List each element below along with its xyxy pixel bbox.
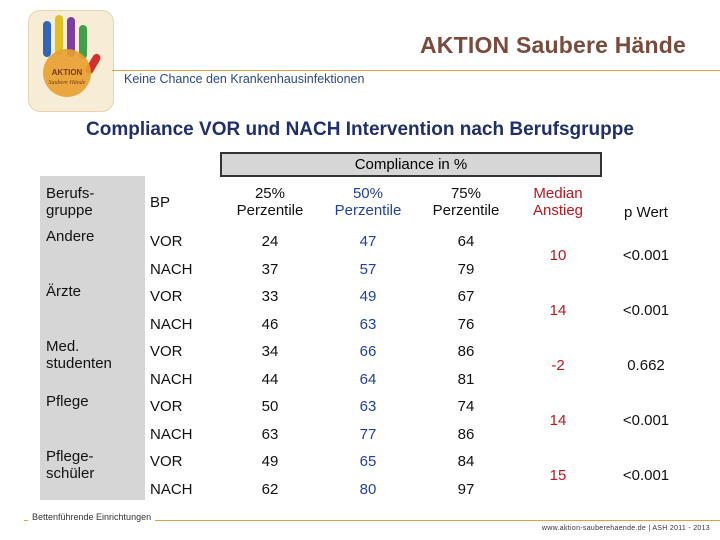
bp-cell: NACH [150,370,193,388]
brand-title: AKTION Saubere Hände [420,32,686,58]
column-header-p50: 50% Perzentile [334,185,402,219]
group-name: Andere [46,228,95,245]
logo-text-2: Saubere Hände [48,80,86,86]
median-cell: 15 [549,467,567,484]
p50-cell: 65 [359,453,377,471]
footer-right-label: www.aktion-sauberehaende.de | ASH 2011 - 2013 [541,525,710,532]
bp-cell: VOR [150,343,183,361]
p25-cell: 33 [261,288,279,306]
p50-cell: 63 [359,315,377,333]
p25-cell: 24 [261,233,279,251]
p75-cell: 64 [457,233,475,251]
column-header-p25: 25% Perzentile [236,185,304,219]
p50-cell: 64 [359,370,377,388]
p75-cell: 67 [457,288,475,306]
bp-cell: NACH [150,315,193,333]
column-header-bp: BP [150,193,171,211]
footer-left-label: Bettenführende Einrichtungen [28,512,155,522]
page-title: Compliance VOR und NACH Intervention nach Berufsgruppe [86,119,634,140]
p50-cell: 66 [359,343,377,361]
p75-cell: 97 [457,480,475,498]
p25-cell: 50 [261,398,279,416]
column-header-group: Berufs- gruppe [46,185,95,219]
bp-cell: VOR [150,233,183,251]
group-name: Pflege- schüler [46,448,95,482]
bp-cell: NACH [150,260,193,278]
p50-cell: 47 [359,233,377,251]
bp-cell: VOR [150,288,183,306]
logo-text-1: AKTION [51,68,83,77]
column-header-p75: 75% Perzentile [432,185,500,219]
group-name: Ärzte [46,283,82,300]
p50-cell: 57 [359,260,377,278]
p25-cell: 62 [261,480,279,498]
p25-cell: 63 [261,425,279,443]
group-name: Pflege [46,393,89,410]
p50-cell: 80 [359,480,377,498]
median-cell: 10 [549,247,567,264]
pvalue-cell: <0.001 [622,247,670,264]
pvalue-cell: <0.001 [622,467,670,484]
p75-cell: 86 [457,425,475,443]
p50-cell: 77 [359,425,377,443]
pvalue-cell: <0.001 [622,302,670,319]
p25-cell: 44 [261,370,279,388]
median-cell: -2 [551,357,565,374]
column-header-median: Median Anstieg [532,185,584,219]
group-name: Med. studenten [46,338,112,372]
p75-cell: 79 [457,260,475,278]
p75-cell: 81 [457,370,475,388]
p50-cell: 49 [359,288,377,306]
bp-cell: VOR [150,398,183,416]
bp-cell: VOR [150,453,183,471]
pvalue-cell: <0.001 [622,412,670,429]
tagline: Keine Chance den Krankenhausinfektionen [124,72,365,86]
bp-cell: NACH [150,480,193,498]
median-cell: 14 [549,412,567,429]
compliance-group-header: Compliance in % [220,152,602,177]
p75-cell: 76 [457,315,475,333]
p25-cell: 37 [261,260,279,278]
p75-cell: 74 [457,398,475,416]
p25-cell: 49 [261,453,279,471]
bp-cell: NACH [150,425,193,443]
p75-cell: 84 [457,453,475,471]
p25-cell: 46 [261,315,279,333]
p50-cell: 63 [359,398,377,416]
column-header-pvalue: p Wert [624,203,668,221]
pvalue-cell: 0.662 [627,357,665,374]
median-cell: 14 [549,302,567,319]
p25-cell: 34 [261,343,279,361]
p75-cell: 86 [457,343,475,361]
